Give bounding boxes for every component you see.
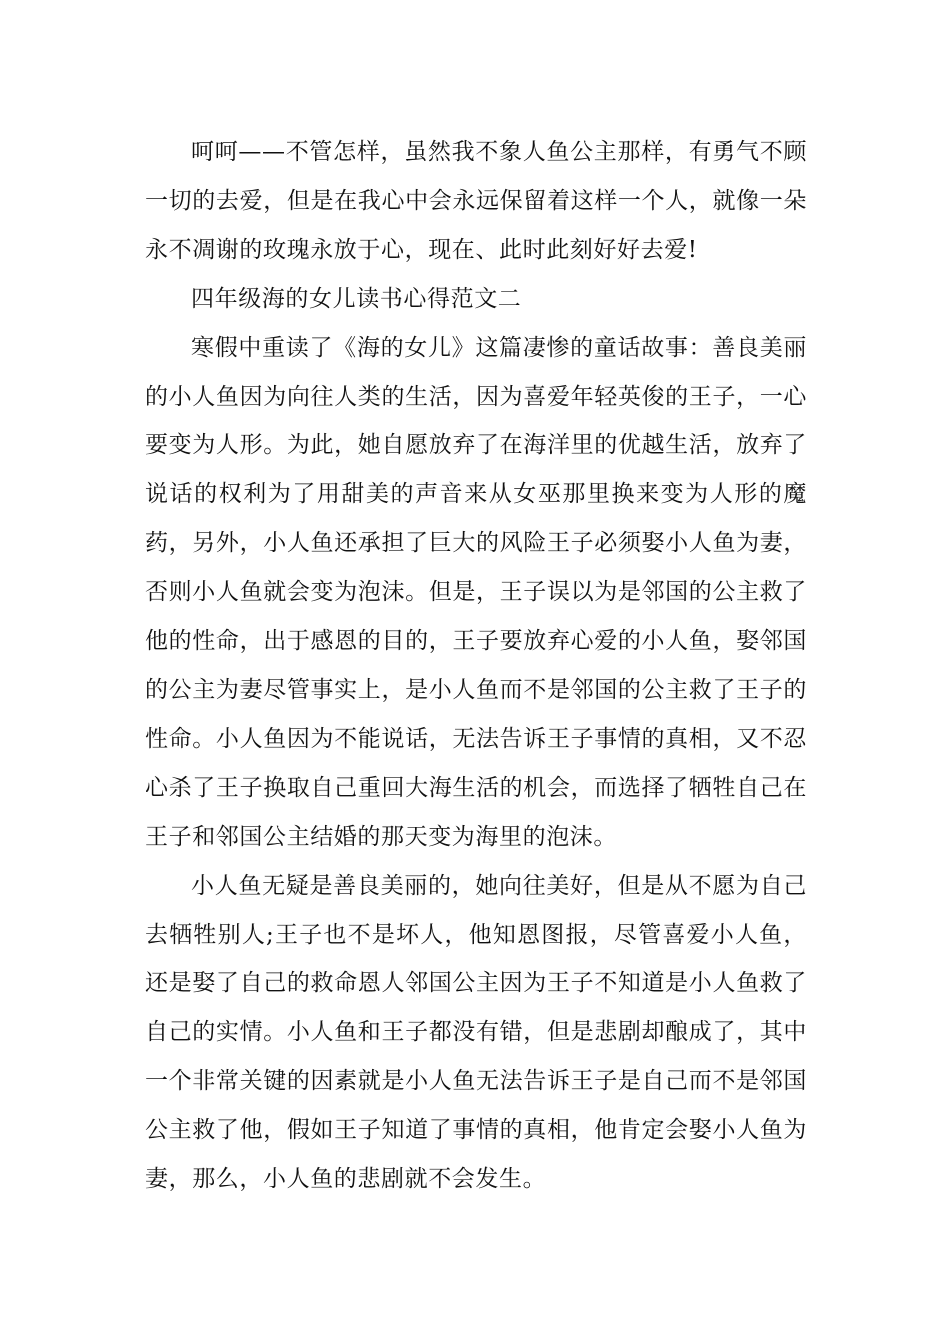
document-body	[145, 128, 807, 1204]
paragraph-summary: 寒假中重读了《海的女儿》这篇凄惨的童话故事：善良美丽的小人鱼因为向往人类的生活，因为喜爱年轻英俊的王子，一心要变为人形。为此，她自愿放弃了在海洋里的优越生活，放弃了说话的权利为了用甜美的声音来从女巫那里换来变为人形的魔药，另外，小人鱼还承担了巨大的风险王子必须娶小人鱼为妻，否则小人鱼就会变为泡沫。但是，王子误以为是邻国的公主救了他的性命，出于感恩的目的，王子要放弃心爱的小人鱼，娶邻国的公主为妻尽管事实上，是小人鱼而不是邻国的公主救了王子的性命。小人鱼因为不能说话，无法告诉王子事情的真相，又不忍心杀了王子换取自己重回大海生活的机会，而选择了牺牲自己在王子和邻国公主结婚的那天变为海里的泡沫。	[145, 334, 807, 850]
section-heading: 四年级海的女儿读书心得范文二	[191, 285, 522, 312]
paragraph-reflection: 小人鱼无疑是善良美丽的，她向往美好，但是从不愿为自己去牺牲别人;王子也不是坏人，他知恩图报，尽管喜爱小人鱼，还是娶了自己的救命恩人邻国公主因为王子不知道是小人鱼救了自己的实情。小人鱼和王子都没有错，但是悲剧却酿成了，其中一个非常关键的因素就是小人鱼无法告诉王子是自己而不是邻国公主救了他，假如王子知道了事情的真相，他肯定会娶小人鱼为妻，那么，小人鱼的悲剧就不会发生。	[145, 872, 807, 1193]
paragraph-closing: 呵呵——不管怎样，虽然我不象人鱼公主那样，有勇气不顾一切的去爱，但是在我心中会永远保留着这样一个人，就像一朵永不凋谢的玫瑰永放于心，现在、此时此刻好好去爱!	[145, 139, 807, 263]
